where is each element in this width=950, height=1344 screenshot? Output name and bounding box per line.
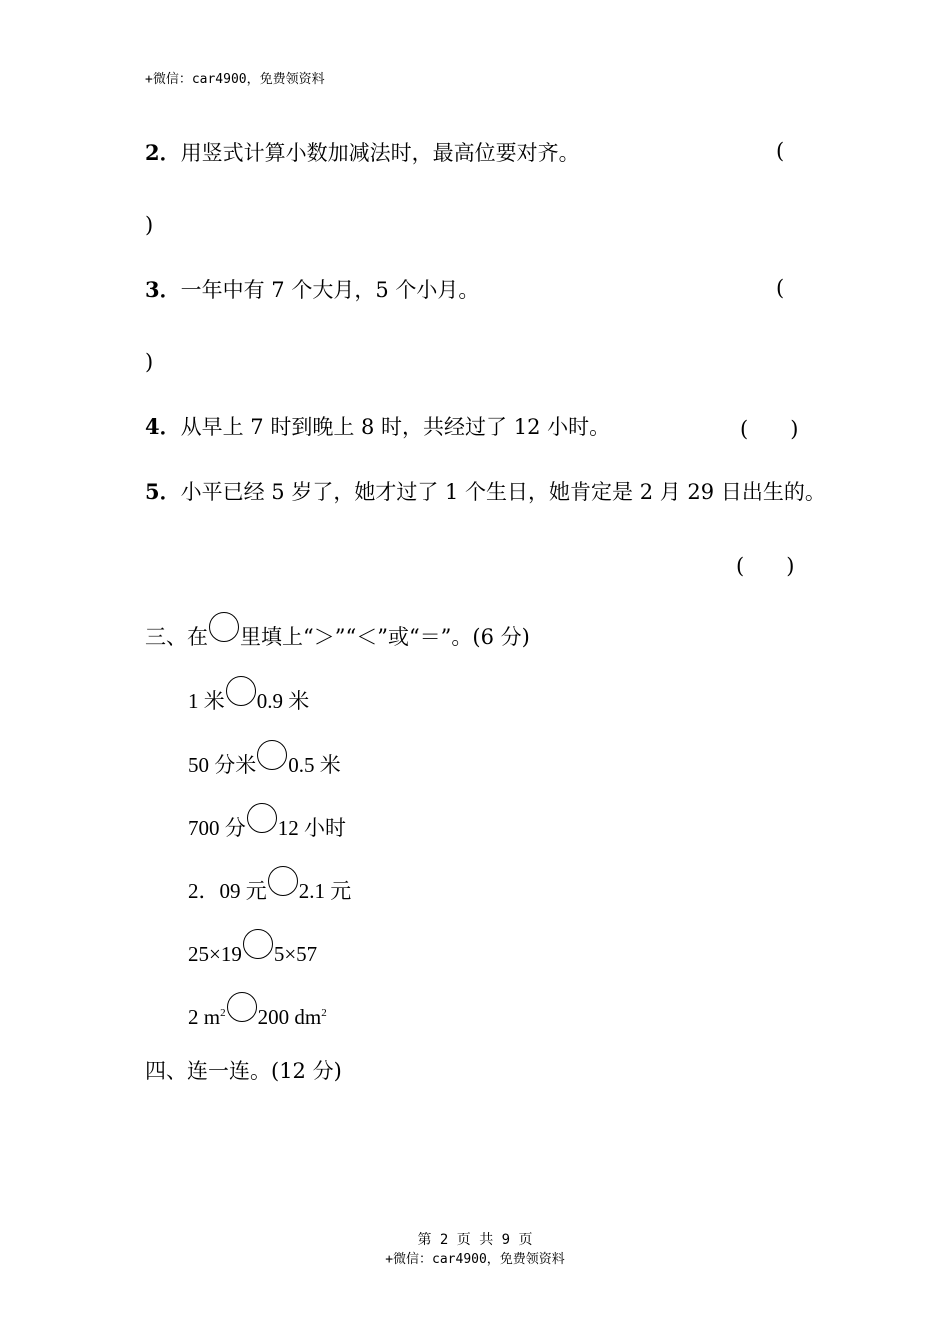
- comparison-row: [188, 929, 317, 967]
- answer-paren-close: ): [145, 213, 154, 237]
- footer-watermark: +微信：car4900，免费领资料: [385, 1252, 565, 1267]
- comparison-row: [188, 676, 309, 715]
- page-number: 第 2 页 共 9 页: [417, 1232, 533, 1248]
- comparison-right: 200 dm: [257, 1005, 322, 1029]
- header-watermark: +微信：car4900，免费领资料: [145, 72, 325, 87]
- section-3-prefix: 三、在: [145, 625, 208, 649]
- comparison-right: 0.9 米: [256, 689, 310, 713]
- answer-circle[interactable]: [227, 992, 257, 1022]
- answer-circle[interactable]: [247, 803, 277, 833]
- superscript: 2: [220, 1007, 226, 1019]
- comparison-right: 5×57: [273, 942, 318, 966]
- comparison-left: 50 分米: [188, 753, 257, 777]
- comparison-right: 12 小时: [277, 816, 346, 840]
- comparison-row: [188, 740, 341, 779]
- question-3: 3．一年中有 7 个大月，5 个小月。: [145, 277, 480, 302]
- answer-circle[interactable]: [243, 929, 273, 959]
- question-2: 2．用竖式计算小数加减法时，最高位要对齐。: [145, 140, 580, 165]
- question-text: 一年中有 7 个大月，5 个小月。: [180, 278, 480, 302]
- question-number: 3: [145, 277, 160, 302]
- question-4: 4．从早上 7 时到晚上 8 时，共经过了 12 小时。: [145, 414, 611, 439]
- section-3-heading: [145, 612, 530, 651]
- answer-circle[interactable]: [257, 740, 287, 770]
- answer-paren-close: ): [145, 350, 154, 374]
- question-number: 4: [145, 414, 160, 439]
- question-text: 从早上 7 时到晚上 8 时，共经过了 12 小时。: [180, 415, 611, 439]
- comparison-left: 1 米: [188, 689, 225, 713]
- answer-paren[interactable]: ( ): [740, 417, 799, 441]
- section-3-suffix: 里填上“＞”“＜”或“＝”。(6 分): [240, 625, 530, 649]
- circle-icon: [209, 612, 239, 642]
- answer-paren-open: (: [776, 276, 785, 300]
- comparison-right: 2.1 元: [298, 879, 352, 903]
- comparison-left: 2 m: [188, 1005, 221, 1029]
- comparison-left: 700 分: [188, 816, 246, 840]
- superscript: 2: [321, 1007, 327, 1019]
- comparison-right: 0.5 米: [288, 753, 341, 777]
- comparison-row: [188, 992, 327, 1030]
- answer-circle[interactable]: [268, 866, 298, 896]
- question-number: 2: [145, 140, 160, 165]
- question-5: 5．小平已经 5 岁了，她才过了 1 个生日，她肯定是 2 月 29 日出生的。: [145, 479, 826, 504]
- question-text: 用竖式计算小数加减法时，最高位要对齐。: [180, 141, 580, 165]
- answer-paren-open: (: [776, 139, 785, 163]
- comparison-left: 25×19: [188, 942, 242, 966]
- comparison-row: [188, 803, 346, 842]
- section-4-heading: 四、连一连。(12 分): [145, 1059, 342, 1083]
- question-number: 5: [145, 479, 160, 504]
- comparison-row: [188, 866, 351, 905]
- answer-circle[interactable]: [226, 676, 256, 706]
- question-text: 小平已经 5 岁了，她才过了 1 个生日，她肯定是 2 月 29 日出生的。: [180, 480, 826, 504]
- answer-paren[interactable]: ( ): [736, 554, 795, 578]
- comparison-left: 2．09 元: [188, 879, 267, 903]
